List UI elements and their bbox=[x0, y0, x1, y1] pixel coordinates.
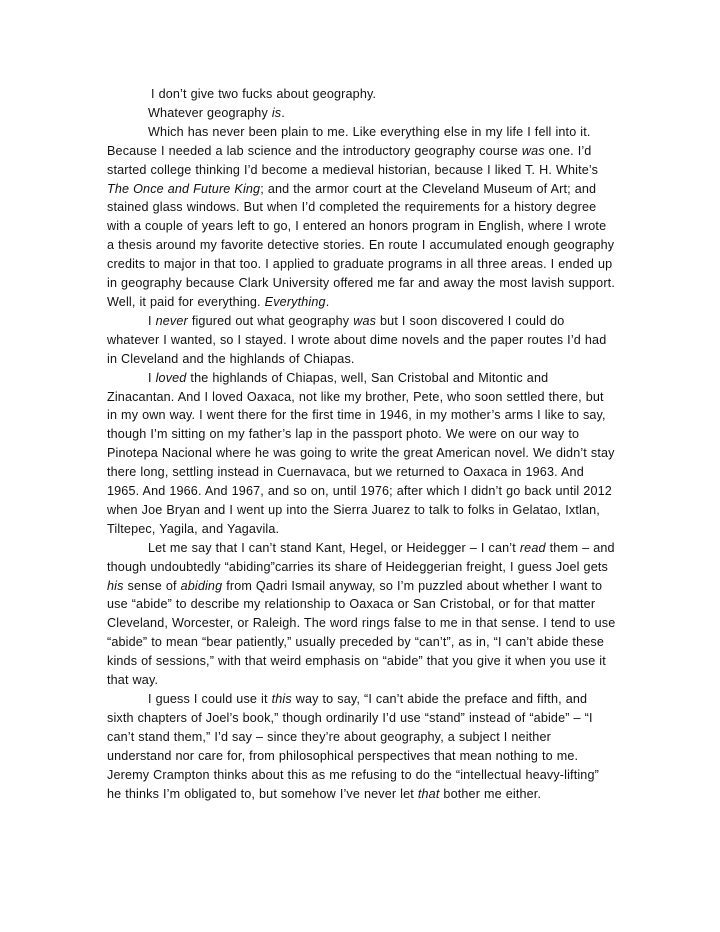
paragraph-4 bbox=[107, 312, 617, 369]
text-span: Let me say that I can’t stand Kant, Hegel, or Heidegger – I can’t bbox=[148, 540, 520, 555]
italic-span: abiding bbox=[180, 578, 223, 593]
text-span: but I soon discovered I could do whatever I wanted, so I stayed. I wrote about dime novels and the paper routes I’d had in Cleveland and the highlands of Chiapas. bbox=[107, 313, 607, 366]
document-body bbox=[107, 85, 617, 803]
text-span: Whatever geography bbox=[148, 105, 272, 120]
italic-span: his bbox=[107, 578, 124, 593]
paragraph-6 bbox=[107, 539, 617, 690]
text-span: . bbox=[325, 294, 330, 309]
italic-span: this bbox=[271, 692, 292, 706]
text-span: Which has never been plain to me. Like everything else in my life I fell into it. Because I needed a lab science and the introductory geography course bbox=[107, 124, 591, 158]
italic-span: The Once and Future King bbox=[107, 181, 261, 196]
text-span: I bbox=[148, 370, 156, 385]
text-span: ; and the armor court at the Cleveland Museum of Art; and stained glass windows. But when I’d completed the requirements for a history degree with a couple of years left to go, I entered an honors program in English, where I wrote a thesis around my favorite detective stories. En route I accumulated enough geography credits to major in that too. I applied to graduate programs in all three areas. I ended up in geography because Clark University offered me far and away the most lavish support. Well, it paid for everything. bbox=[107, 181, 615, 309]
text-span: the highlands of Chiapas, well, San Cristobal and Mitontic and Zinacantan. And I loved Oaxaca, not like my brother, Pete, who soon settled there, but in my own way. I went there for the first time in 1946, in my mother’s arms I like to say, though I’m sitting on my father’s lap in the passport photo. We were on our way to Pinotepa Nacional where he was going to write the great American novel. We didn’t stay there long, settling instead in Cuernavaca, but we returned to Oaxaca in 1963. And 1965. And 1966. And 1967, and so on, until 1976; after which I didn’t go back until 2012 when Joe Bryan and I went up into the Sierra Juarez to talk to folks in Gelatao, Ixtlan, Tiltepec, Yagila, and Yagavila. bbox=[107, 370, 615, 536]
text-span: figured out what geography bbox=[187, 313, 354, 328]
italic-span: was bbox=[521, 143, 545, 158]
italic-span: that bbox=[417, 786, 440, 801]
italic-span: is bbox=[271, 105, 282, 120]
text-span: I guess I could use it bbox=[148, 692, 272, 706]
paragraph-1 bbox=[107, 85, 617, 104]
paragraph-5 bbox=[107, 369, 617, 539]
text-span: them – and though undoubtedly “abiding”carries its share of Heideggerian freight, I guess Joel gets bbox=[107, 540, 615, 574]
text-span: sense of bbox=[123, 578, 181, 593]
text-span: way to say, “I can’t abide the preface and fifth, and sixth chapters of Joel’s book,” though ordinarily I’d use “stand” instead of “abide” – “I can’t stand them,” I’d say – since they’re about geography, a subject I neither understand nor care for, from philosophical perspectives that mean nothing to me. Jeremy Crampton thinks about this as me refusing to do the “intellectual heavy-lifting” he thinks I’m obligated to, but somehow I’ve never let bbox=[107, 692, 599, 801]
paragraph-7 bbox=[107, 690, 617, 803]
text-span: I don’t give two fucks about geography. bbox=[151, 87, 377, 101]
text-span: I bbox=[148, 313, 156, 328]
paragraph-3 bbox=[107, 123, 617, 312]
text-span: one. I’d started college thinking I’d become a medieval historian, because I liked T. H. White’s bbox=[107, 143, 599, 177]
text-span: from Qadri Ismail anyway, so I’m puzzled about whether I want to use “abide” to describe my relationship to Oaxaca or San Cristobal, or for that matter Cleveland, Worcester, or Raleigh. The word rings false to me in that sense. I tend to use “abide” to mean “bear patiently,” usually preceded by “can’t”, as in, “I can’t abide these kinds of sessions,” with that weird emphasis on “abide” that you give it when you use it that way. bbox=[107, 578, 616, 688]
text-span: . bbox=[281, 105, 285, 120]
italic-span: Everything bbox=[264, 294, 326, 309]
paragraph-2 bbox=[107, 104, 617, 123]
italic-span: read bbox=[519, 540, 546, 555]
italic-span: was bbox=[353, 313, 377, 328]
italic-span: never bbox=[155, 313, 188, 328]
text-span: bother me either. bbox=[439, 786, 542, 801]
italic-span: loved bbox=[155, 370, 187, 385]
